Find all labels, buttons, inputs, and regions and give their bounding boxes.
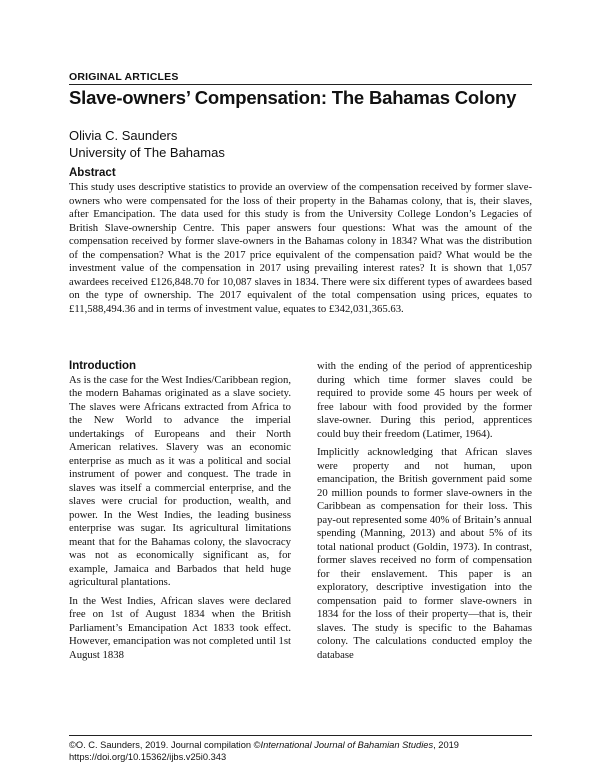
introduction-heading: Introduction [69, 360, 137, 372]
author-name: Olivia C. Saunders [69, 128, 178, 143]
abstract-text: This study uses descriptive statistics to provide an overview of the compensation received by former slave-owners who were compensated for the loss of their property in the Bahamas colony, that is, their slaves, after Emancipation. The data used for this study is from the University College London’s Legacies of British Slave-ownership Centre. This paper answers four questions: What was the amount of the compensation received by former slave-owners in the Bahamas colony in 1834? What was the distribution of the compensation? What is the 2017 price equivalent of the compensation paid? What would be the investment value of the compensation in 2017 using prevailing interest rates? It is shown that 1,057 awardees received £126,848.70 for 10,087 slaves in 1834. There were six different types of awardees based on the type of ownership. The 2017 equivalent of the total compensation using prices, equates to £11,588,494.36 and in terms of investment value, equates to £342,031,365.63. [69, 181, 532, 315]
paragraph: In the West Indies, African slaves were declared free on 1st of August 1834 when the British Parliament’s Emancipation Act 1833 took effect. However, emancipation was not completed until 1st August 1838 [69, 594, 291, 661]
right-column [317, 360, 532, 667]
author-block [69, 127, 225, 161]
footer-rule [69, 735, 532, 736]
journal-name: International Journal of Bahamian Studies [260, 740, 434, 750]
paragraph: Implicitly acknowledging that African slaves were property and not human, upon emancipation, the British government paid some 20 million pounds to former slave-owners in the Caribbean as compensation for their loss. This pay-out represented some 40% of Britain’s annual spending (Manning, 2013) and about 5% of its total national product (Goldin, 1973). In contrast, former slaves received no form of compensation for their enslavement. This paper is an exploratory, descriptive investigation into the compensation paid to former slave-owners in 1834 for the loss of their property—that is, their slaves. The study is specific to the Bahamas colony. The calculations conducted employ the database [317, 446, 532, 661]
abstract-heading: Abstract [69, 167, 116, 179]
section-label: ORIGINAL ARTICLES [69, 71, 179, 83]
article-title: Slave-owners’ Compensation: The Bahamas Colony [69, 87, 517, 108]
author-affiliation: University of The Bahamas [69, 145, 225, 160]
doi-link[interactable]: https://doi.org/10.15362/ijbs.v25i0.343 [69, 752, 227, 762]
header-rule [69, 84, 532, 85]
footer [69, 739, 459, 763]
left-column [69, 360, 291, 667]
copyright-line [69, 739, 459, 751]
paragraph: As is the case for the West Indies/Caribbean region, the modern Bahamas originated as a slave society. The slaves were Africans extracted from Africa to the New World to advance the imperial undertakings of Europeans and their North American relatives. Slavery was an economic enterprise as much as it was a political and social instrument of power and conquest. The trade in slaves was itself a commercial enterprise, and the slaves were crucial for production, wealth, and power. In the West Indies, the leading business enterprise was sugar. Its agricultural limitations meant that for the Bahamas colony, the slavocracy was not as economically significant as, for example, Jamaica and Barbados that held huge agricultural plantations. [69, 373, 291, 588]
copyright-text: ©O. C. Saunders, 2019. Journal compilation © [69, 740, 261, 750]
copyright-year: , 2019 [433, 740, 459, 750]
paragraph: with the ending of the period of apprenticeship during which time former slaves could be required to provide some 45 hours per week of free labour with food provided by the former slave-owner. During this period, apprentices could buy their freedom (Latimer, 1964). [317, 360, 532, 440]
